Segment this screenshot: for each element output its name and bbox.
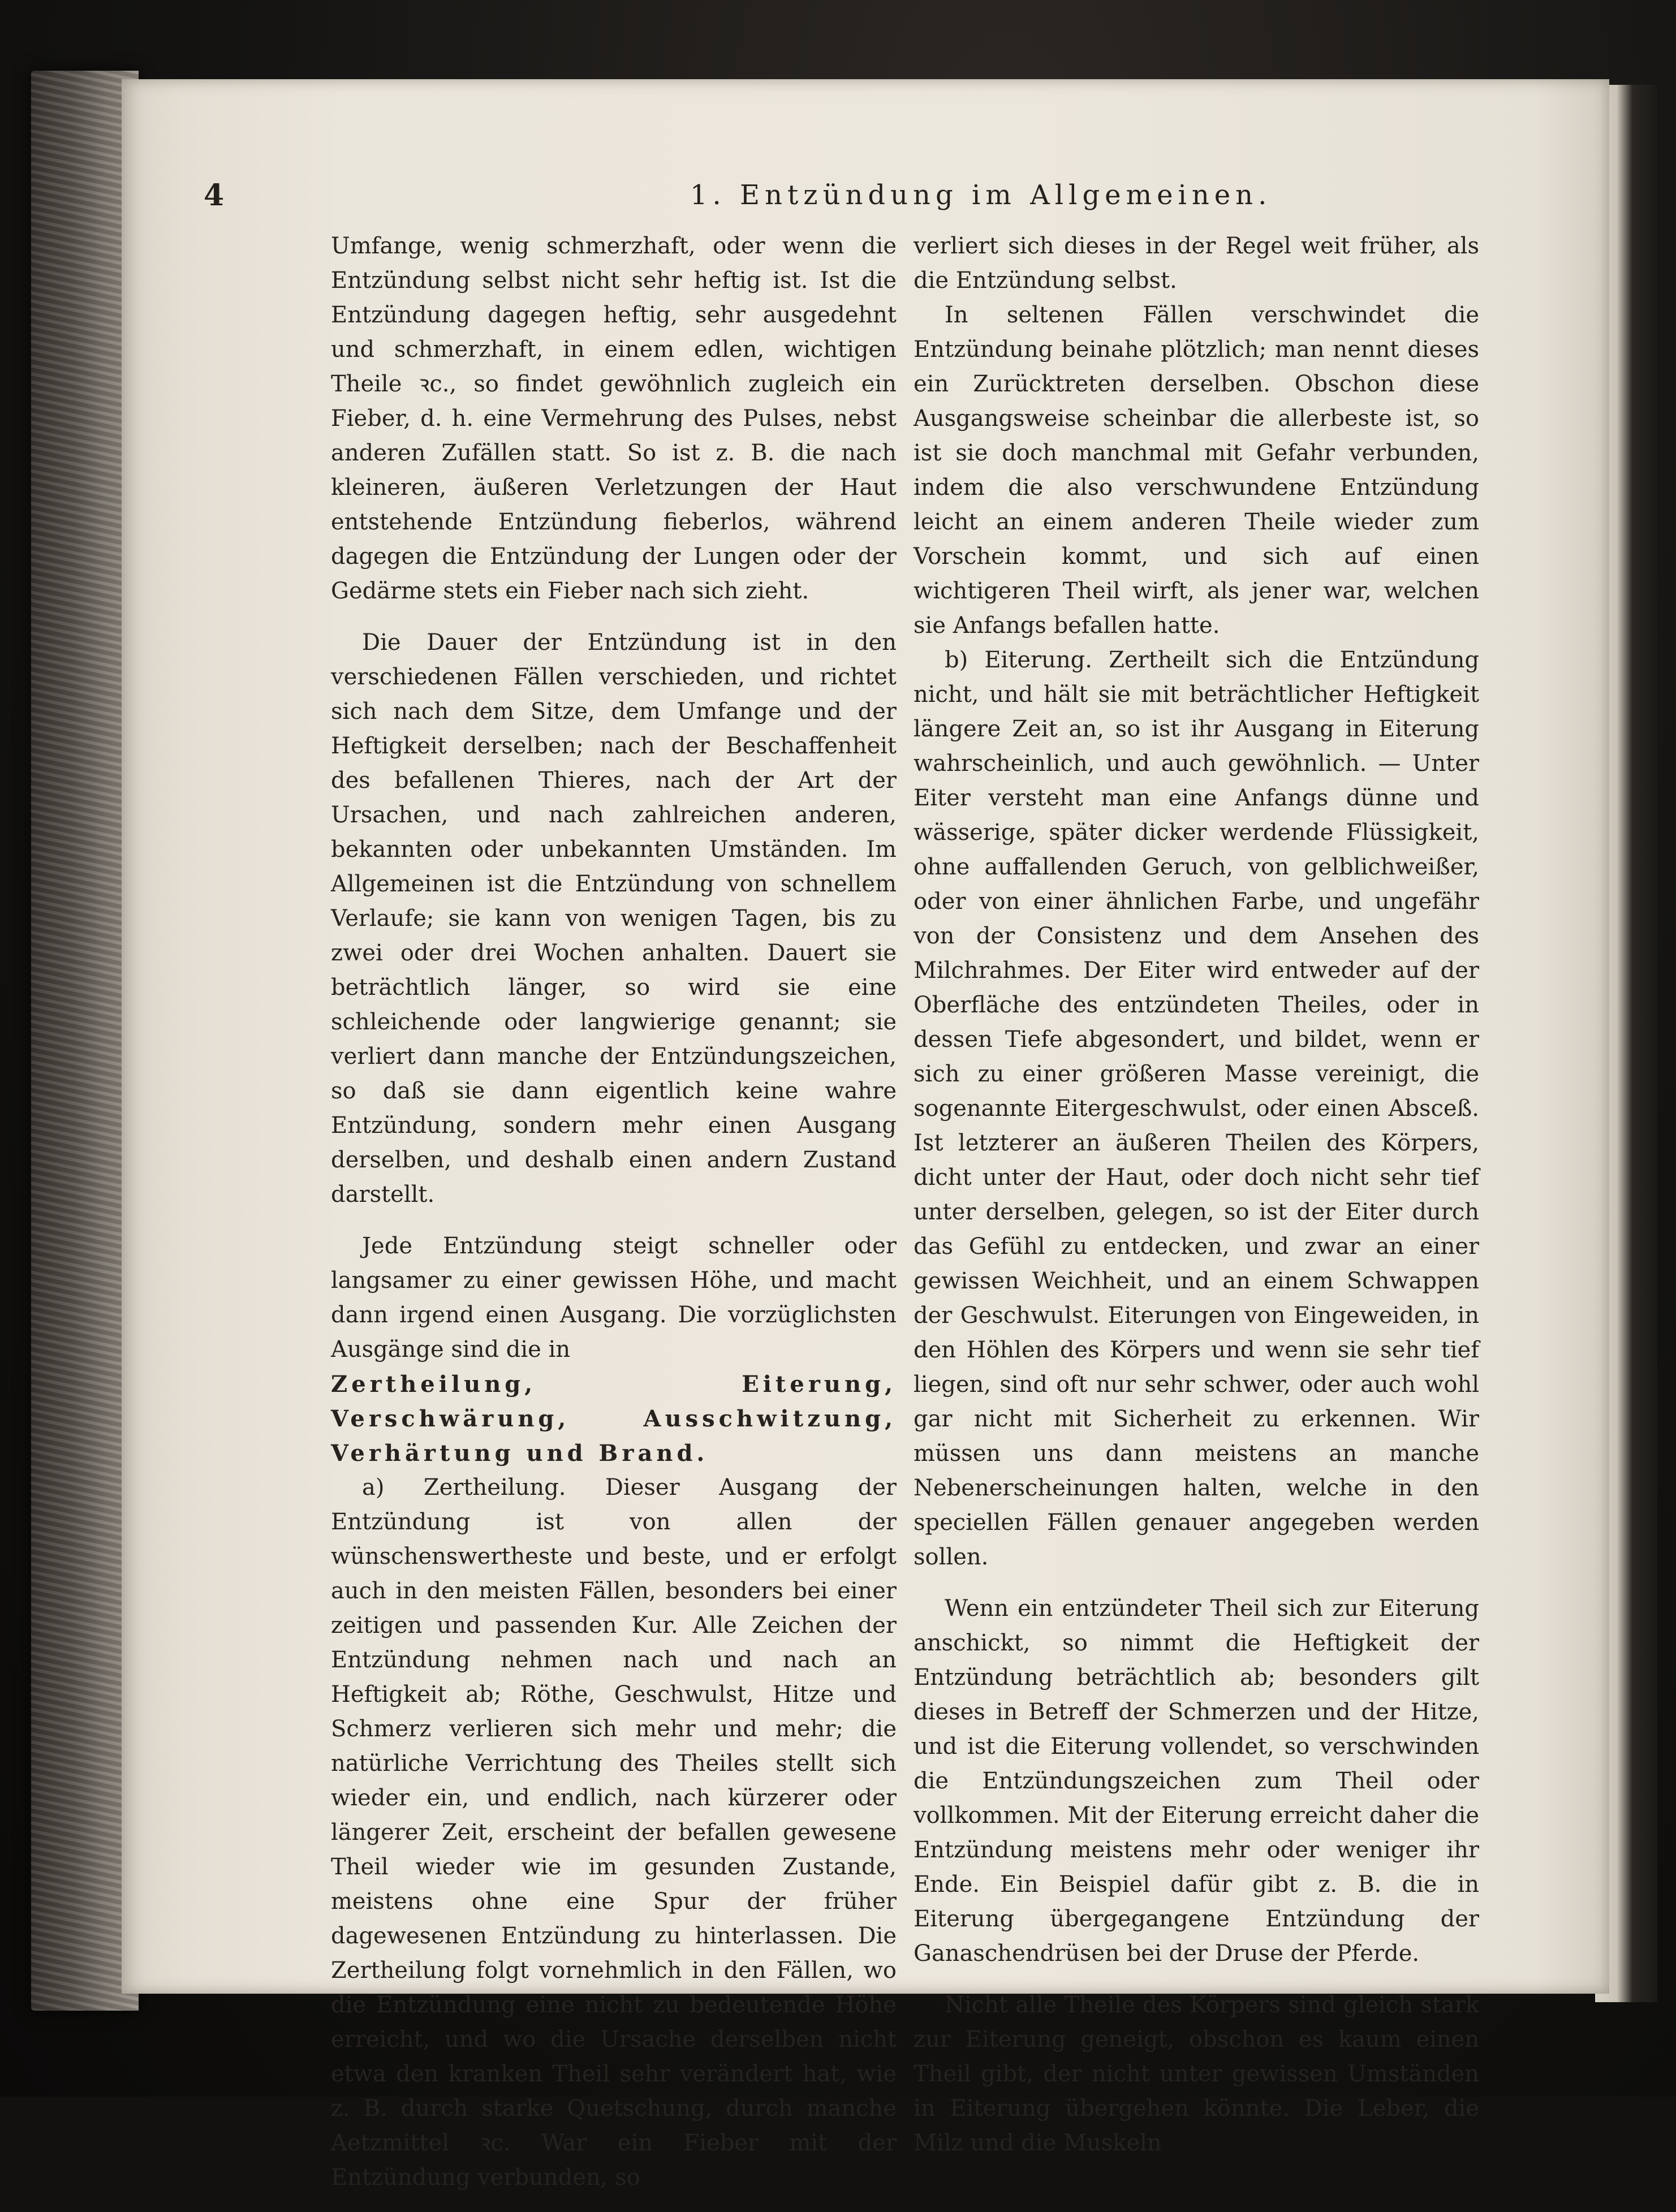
paragraph: Wenn ein entzündeter Theil sich zur Eiterung anschickt, so nimmt die Heftigkeit der Entzündung beträchtlich ab; besonders gilt dieses in Betreff der Schmerzen und der Hitze, und ist die Eiterung vollendet, so verschwinden die Entzündungszeichen zum Theil oder vollkommen. Mit der Eiterung erreicht daher die Entzündung meistens mehr oder weniger ihr Ende. Ein Beispiel dafür gibt z. B. die in Eiterung übergegangene Entzündung der Ganaschendrüsen bei der Druse der Pferde. [914, 1596, 1479, 1967]
right-text-column [914, 229, 1479, 2177]
paragraph: Die Dauer der Entzündung ist in den verschiedenen Fällen verschieden, und richtet sich nach dem Sitze, dem Umfange und der Heftigkeit derselben; nach der Beschaffenheit des befallenen Thieres, nach der Art der Ursachen, und nach zahlreichen anderen, bekannten oder unbekannten Umständen. Im Allgemeinen ist die Entzündung von schnellem Verlaufe; sie kann von wenigen Tagen, bis zu zwei oder drei Wochen anhalten. Dauert sie beträchtlich länger, so wird sie eine schleichende oder langwierige genannt; sie verliert dann manche der Entzündungszeichen, so daß sie dann eigentlich keine wahre Entzündung, sondern mehr einen Ausgang derselben, und deshalb einen andern Zustand darstellt. [331, 629, 897, 1208]
left-text-column [331, 229, 897, 2212]
page-header [204, 178, 1272, 223]
running-head: 1. Entzündung im Allgemeinen. [690, 179, 1272, 211]
paragraph: verliert sich dieses in der Regel weit früher, als die Entzündung selbst. [914, 233, 1479, 294]
outcomes-list: Zertheilung, Eiterung, Verschwärung, Ausschwitzung, Verhärtung und Brand. [331, 1371, 897, 1467]
page-number: 4 [204, 178, 225, 213]
paragraph: Umfange, wenig schmerzhaft, oder wenn die Entzündung selbst nicht sehr heftig ist. Ist die Entzündung dagegen heftig, sehr ausgedehnt und schmerzhaft, in einem edlen, wichtigen Theile ꝛc., so findet gewöhnlich zugleich ein Fieber, d. h. eine Vermehrung des Pulses, nebst anderen Zufällen statt. So ist z. B. die nach kleineren, äußeren Verletzungen der Haut entstehende Entzündung fieberlos, während dagegen die Entzündung der Lungen oder der Gedärme stets ein Fieber nach sich zieht. [331, 233, 897, 604]
paragraph: In seltenen Fällen verschwindet die Entzündung beinahe plötzlich; man nennt dieses ein Zurücktreten derselben. Obschon diese Ausgangsweise scheinbar die allerbeste ist, so ist sie doch manchmal mit Gefahr verbunden, indem die also verschwundene Entzündung leicht an einem anderen Theile wieder zum Vorschein kommt, und sich auf einen wichtigeren Theil wirft, als jener war, welchen sie Anfangs befallen hatte. [914, 302, 1479, 639]
paragraph: Jede Entzündung steigt schneller oder langsamer zu einer gewissen Höhe, und macht dann irgend einen Ausgang. Die vorzüglichsten Ausgänge sind die in [331, 1233, 897, 1362]
paragraph: a) Zertheilung. Dieser Ausgang der Entzündung ist von allen der wünschenswertheste und beste, und er erfolgt auch in den meisten Fällen, besonders bei einer zeitigen und passenden Kur. Alle Zeichen der Entzündung nehmen nach und nach an Heftigkeit ab; Röthe, Geschwulst, Hitze und Schmerz verlieren sich mehr und mehr; die natürliche Verrichtung des Theiles stellt sich wieder ein, und endlich, nach kürzerer oder längerer Zeit, erscheint der befallen gewesene Theil wieder wie im gesunden Zustande, meistens ohne eine Spur der früher dagewesenen Entzündung zu hinterlassen. Die Zertheilung folgt vornehmlich in den Fällen, wo die Entzündung eine nicht zu bedeutende Höhe erreicht, und wo die Ursache derselben nicht etwa den kranken Theil sehr verändert hat, wie z. B. durch starke Quetschung, durch manche Aetzmittel ꝛc. War ein Fieber mit der Entzündung verbunden, so [331, 1474, 897, 2191]
paragraph: b) Eiterung. Zertheilt sich die Entzündung nicht, und hält sie mit beträchtlicher Heftigkeit längere Zeit an, so ist ihr Ausgang in Eiterung wahrscheinlich, und auch gewöhnlich. — Unter Eiter versteht man eine Anfangs dünne und wässerige, später dicker werdende Flüssigkeit, ohne auffallenden Geruch, von gelblichweißer, oder von einer ähnlichen Farbe, und ungefähr von der Consistenz und dem Ansehen des Milchrahmes. Der Eiter wird entweder auf der Oberfläche des entzündeten Theiles, oder in dessen Tiefe abgesondert, und bildet, wenn er sich zu einer größeren Masse vereinigt, die sogenannte Eitergeschwulst, oder einen Absceß. Ist letzterer an äußeren Theilen des Körpers, dicht unter der Haut, oder doch nicht sehr tief unter derselben, gelegen, so ist der Eiter durch das Gefühl zu entdecken, und zwar an einer gewissen Weichheit, und an einem Schwappen der Geschwulst. Eiterungen von Eingeweiden, in den Höhlen des Körpers und wenn sie sehr tief liegen, sind oft nur sehr schwer, oder auch wohl gar nicht mit Sicherheit zu erkennen. Wir müssen uns dann meistens an manche Nebenerscheinungen halten, welche in den speciellen Fällen genauer angegeben werden sollen. [914, 647, 1479, 1570]
paragraph: Nicht alle Theile des Körpers sind gleich stark zur Eiterung geneigt, obschon es kaum einen Theil gibt, der nicht unter gewissen Umständen in Eiterung übergehen könnte. Die Leber, die Milz und die Muskeln [914, 1992, 1479, 2156]
